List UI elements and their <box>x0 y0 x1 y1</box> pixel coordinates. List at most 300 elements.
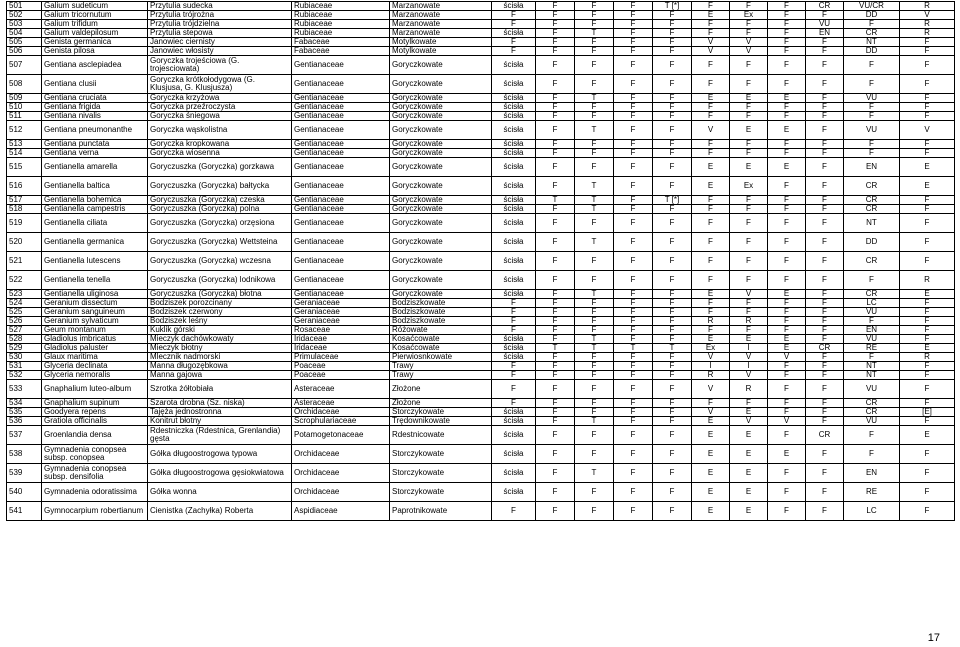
status-cell: F <box>536 149 575 158</box>
status-cell: F <box>730 196 768 205</box>
latin-name-cell: Gymnocarpium robertianum <box>42 502 148 521</box>
family-polish-cell: Goryczkowate <box>390 75 492 94</box>
row-number-cell: 521 <box>7 252 42 271</box>
status-cell: V <box>692 38 730 47</box>
family-latin-cell: Gentianaceae <box>292 140 390 149</box>
status-cell: CR <box>844 399 900 408</box>
table-row <box>7 233 955 252</box>
status-cell: F <box>492 317 536 326</box>
family-polish-cell: Goryczkowate <box>390 140 492 149</box>
status-cell: F <box>844 75 900 94</box>
status-cell: F <box>575 2 614 11</box>
status-cell: F <box>653 299 692 308</box>
status-cell: F <box>692 214 730 233</box>
family-polish-cell: Marzanowate <box>390 20 492 29</box>
status-cell: F <box>575 326 614 335</box>
status-cell: F <box>653 426 692 445</box>
status-cell: ścisła <box>492 103 536 112</box>
family-latin-cell: Orchidaceae <box>292 464 390 483</box>
table-row <box>7 326 955 335</box>
table-row <box>7 417 955 426</box>
latin-name-cell: Gentianella campestris <box>42 205 148 214</box>
status-cell: R <box>900 353 955 362</box>
status-cell: ścisła <box>492 177 536 196</box>
status-cell: EN <box>844 326 900 335</box>
table-row <box>7 408 955 417</box>
row-number-cell: 540 <box>7 483 42 502</box>
status-cell: E <box>730 94 768 103</box>
latin-name-cell: Galium tricornutum <box>42 11 148 20</box>
status-cell: F <box>614 483 653 502</box>
status-cell: F <box>768 149 806 158</box>
status-cell: F <box>900 75 955 94</box>
family-latin-cell: Fabaceae <box>292 47 390 56</box>
latin-name-cell: Gentianella uliginosa <box>42 290 148 299</box>
status-cell: ścisła <box>492 205 536 214</box>
latin-name-cell: Gentiana punctata <box>42 140 148 149</box>
status-cell: T <box>575 177 614 196</box>
status-cell: T [*] <box>653 196 692 205</box>
table-row <box>7 502 955 521</box>
status-cell: F <box>900 326 955 335</box>
status-cell: CR <box>806 344 844 353</box>
status-cell: F <box>900 362 955 371</box>
status-cell: F <box>806 502 844 521</box>
family-latin-cell: Gentianaceae <box>292 94 390 103</box>
status-cell: F <box>806 326 844 335</box>
family-polish-cell: Złożone <box>390 380 492 399</box>
status-cell: F <box>692 103 730 112</box>
status-cell: F <box>536 426 575 445</box>
status-cell: CR <box>844 252 900 271</box>
latin-name-cell: Gentiana asclepiadea <box>42 56 148 75</box>
status-cell: F <box>575 399 614 408</box>
status-cell: F <box>768 362 806 371</box>
status-cell: F <box>806 408 844 417</box>
polish-name-cell: Cienistka (Zachyłka) Roberta <box>148 502 292 521</box>
status-cell: F <box>768 233 806 252</box>
status-cell: F <box>730 205 768 214</box>
polish-name-cell: Gółka wonna <box>148 483 292 502</box>
status-cell: R <box>730 380 768 399</box>
status-cell: F <box>614 299 653 308</box>
status-cell: F <box>768 56 806 75</box>
family-polish-cell: Rdestnicowate <box>390 426 492 445</box>
status-cell: F <box>653 502 692 521</box>
family-latin-cell: Poaceae <box>292 362 390 371</box>
row-number-cell: 513 <box>7 140 42 149</box>
status-cell: DD <box>844 47 900 56</box>
latin-name-cell: Gentiana verna <box>42 149 148 158</box>
status-cell: F <box>614 56 653 75</box>
status-cell: F <box>575 158 614 177</box>
status-cell: F <box>492 326 536 335</box>
status-cell: F <box>614 158 653 177</box>
status-cell: F <box>614 149 653 158</box>
status-cell: F <box>900 252 955 271</box>
status-cell: RE <box>844 483 900 502</box>
status-cell: F <box>900 380 955 399</box>
family-polish-cell: Bodziszkowate <box>390 317 492 326</box>
status-cell: ścisła <box>492 29 536 38</box>
status-cell: F <box>536 233 575 252</box>
status-cell: F <box>806 271 844 290</box>
status-cell: E <box>730 121 768 140</box>
status-cell: T <box>575 335 614 344</box>
table-row <box>7 38 955 47</box>
family-polish-cell: Marzanowate <box>390 11 492 20</box>
status-cell: F <box>653 464 692 483</box>
row-number-cell: 525 <box>7 308 42 317</box>
row-number-cell: 503 <box>7 20 42 29</box>
family-latin-cell: Rubiaceae <box>292 11 390 20</box>
status-cell: F <box>730 214 768 233</box>
latin-name-cell: Gratiola officinalis <box>42 417 148 426</box>
status-cell: ścisła <box>492 214 536 233</box>
status-cell: F <box>730 29 768 38</box>
row-number-cell: 538 <box>7 445 42 464</box>
family-latin-cell: Iridaceae <box>292 344 390 353</box>
status-cell: F <box>536 371 575 380</box>
status-cell: F <box>614 2 653 11</box>
status-cell: F <box>536 252 575 271</box>
row-number-cell: 539 <box>7 464 42 483</box>
status-cell: F <box>536 353 575 362</box>
polish-name-cell: Goryczuszka (Goryczka) orzęsiona <box>148 214 292 233</box>
status-cell: F <box>614 290 653 299</box>
row-number-cell: 518 <box>7 205 42 214</box>
status-cell: F <box>806 94 844 103</box>
latin-name-cell: Geranium sylvaticum <box>42 317 148 326</box>
status-cell: F <box>653 94 692 103</box>
status-cell: F <box>768 317 806 326</box>
status-cell: V <box>900 121 955 140</box>
status-cell: F <box>536 11 575 20</box>
status-cell: F <box>900 233 955 252</box>
polish-name-cell: Kuklik górski <box>148 326 292 335</box>
family-latin-cell: Gentianaceae <box>292 103 390 112</box>
status-cell: E <box>730 445 768 464</box>
status-cell: F <box>692 112 730 121</box>
status-cell: F <box>768 252 806 271</box>
status-cell: F <box>768 426 806 445</box>
status-cell: F <box>900 371 955 380</box>
status-cell: F <box>653 335 692 344</box>
status-cell: E <box>730 464 768 483</box>
family-polish-cell: Marzanowate <box>390 2 492 11</box>
status-cell: F <box>900 299 955 308</box>
status-cell: F <box>536 56 575 75</box>
status-cell: F <box>768 11 806 20</box>
family-polish-cell: Kosaćcowate <box>390 344 492 353</box>
status-cell: V <box>900 11 955 20</box>
table-row <box>7 464 955 483</box>
status-cell: F <box>614 464 653 483</box>
status-cell: F <box>900 56 955 75</box>
table-row <box>7 299 955 308</box>
status-cell: F <box>653 483 692 502</box>
status-cell: F <box>692 271 730 290</box>
status-cell: F <box>692 399 730 408</box>
status-cell: F <box>614 308 653 317</box>
status-cell: F <box>806 140 844 149</box>
status-cell: E <box>768 335 806 344</box>
family-polish-cell: Goryczkowate <box>390 233 492 252</box>
status-cell: F <box>806 149 844 158</box>
status-cell: V <box>730 38 768 47</box>
latin-name-cell: Gentianella ciliata <box>42 214 148 233</box>
status-cell: ścisła <box>492 158 536 177</box>
status-cell: F <box>768 380 806 399</box>
status-cell: E <box>692 502 730 521</box>
latin-name-cell: Gentianella baltica <box>42 177 148 196</box>
status-cell: F <box>653 11 692 20</box>
family-latin-cell: Iridaceae <box>292 335 390 344</box>
family-polish-cell: Kosaćcowate <box>390 335 492 344</box>
status-cell: F <box>844 56 900 75</box>
status-cell: E <box>768 445 806 464</box>
status-cell: F <box>692 29 730 38</box>
latin-name-cell: Gymnadenia conopsea subsp. conopsea <box>42 445 148 464</box>
polish-name-cell: Goryczka śniegowa <box>148 112 292 121</box>
row-number-cell: 523 <box>7 290 42 299</box>
family-latin-cell: Gentianaceae <box>292 205 390 214</box>
status-cell: F <box>614 353 653 362</box>
polish-name-cell: Bodziszek leśny <box>148 317 292 326</box>
latin-name-cell: Gentianella germanica <box>42 233 148 252</box>
table-row <box>7 353 955 362</box>
status-cell: F <box>692 75 730 94</box>
status-cell: F <box>536 112 575 121</box>
latin-name-cell: Geranium sanguineum <box>42 308 148 317</box>
table-row <box>7 112 955 121</box>
status-cell: F <box>575 252 614 271</box>
status-cell: F <box>536 94 575 103</box>
status-cell: F <box>536 271 575 290</box>
status-cell: F <box>536 158 575 177</box>
status-cell: F <box>730 299 768 308</box>
status-cell: F <box>730 271 768 290</box>
family-polish-cell: Złożone <box>390 399 492 408</box>
family-polish-cell: Motylkowate <box>390 47 492 56</box>
status-cell: F <box>900 196 955 205</box>
status-cell: F <box>536 408 575 417</box>
row-number-cell: 515 <box>7 158 42 177</box>
status-cell: T <box>575 233 614 252</box>
status-cell: E <box>692 11 730 20</box>
status-cell: F <box>900 103 955 112</box>
status-cell: CR <box>806 2 844 11</box>
latin-name-cell: Gladiolus imbricatus <box>42 335 148 344</box>
status-cell: F <box>768 2 806 11</box>
latin-name-cell: Geranium dissectum <box>42 299 148 308</box>
status-cell: F <box>614 417 653 426</box>
status-cell: VU <box>844 380 900 399</box>
status-cell: F <box>536 464 575 483</box>
status-cell: F <box>536 205 575 214</box>
family-polish-cell: Goryczkowate <box>390 196 492 205</box>
status-cell: F <box>844 112 900 121</box>
status-cell: F <box>536 326 575 335</box>
row-number-cell: 520 <box>7 233 42 252</box>
status-cell: ścisła <box>492 271 536 290</box>
table-row <box>7 75 955 94</box>
status-cell: F <box>536 177 575 196</box>
status-cell: F <box>614 399 653 408</box>
status-cell: F <box>614 371 653 380</box>
status-cell: F <box>492 380 536 399</box>
status-cell: F <box>806 362 844 371</box>
status-cell: F <box>614 380 653 399</box>
table-row <box>7 121 955 140</box>
table-row <box>7 335 955 344</box>
family-polish-cell: Storczykowate <box>390 464 492 483</box>
table-row <box>7 11 955 20</box>
status-cell: F <box>806 205 844 214</box>
status-cell: [E] <box>900 408 955 417</box>
status-cell: F <box>492 299 536 308</box>
status-cell: CR <box>844 205 900 214</box>
status-cell: NT <box>844 371 900 380</box>
status-cell: F <box>492 371 536 380</box>
status-cell: F <box>653 214 692 233</box>
status-cell: DD <box>844 11 900 20</box>
status-cell: F <box>575 317 614 326</box>
status-cell: F <box>575 47 614 56</box>
status-cell: T <box>536 344 575 353</box>
polish-name-cell: Goryczuszka (Goryczka) błotna <box>148 290 292 299</box>
family-latin-cell: Gentianaceae <box>292 252 390 271</box>
status-cell: F <box>653 353 692 362</box>
status-cell: F <box>653 290 692 299</box>
polish-name-cell: Szrotka żółtobiała <box>148 380 292 399</box>
status-cell: R <box>692 317 730 326</box>
row-number-cell: 530 <box>7 353 42 362</box>
family-polish-cell: Goryczkowate <box>390 205 492 214</box>
status-cell: ścisła <box>492 290 536 299</box>
status-cell: T <box>575 196 614 205</box>
status-cell: F <box>844 445 900 464</box>
status-cell: ścisła <box>492 56 536 75</box>
status-cell: F <box>768 47 806 56</box>
family-polish-cell: Pierwiosnkowate <box>390 353 492 362</box>
status-cell: F <box>536 2 575 11</box>
table-row <box>7 371 955 380</box>
table-row <box>7 308 955 317</box>
status-cell: V <box>768 417 806 426</box>
status-cell: RE <box>844 344 900 353</box>
status-cell: VU/CR <box>844 2 900 11</box>
status-cell: F <box>768 196 806 205</box>
status-cell: F <box>806 11 844 20</box>
polish-name-cell: Goryczka trojeściowa (G. trojesciowata) <box>148 56 292 75</box>
status-cell: CR <box>844 408 900 417</box>
status-cell: F <box>806 445 844 464</box>
status-cell: DD <box>844 233 900 252</box>
latin-name-cell: Gentianella amarella <box>42 158 148 177</box>
status-cell: EN <box>844 158 900 177</box>
status-cell: F <box>614 408 653 417</box>
status-cell: F <box>653 177 692 196</box>
status-cell: F <box>614 205 653 214</box>
status-cell: F <box>653 205 692 214</box>
status-cell: F <box>692 196 730 205</box>
status-cell: F <box>653 399 692 408</box>
family-latin-cell: Rubiaceae <box>292 20 390 29</box>
status-cell: F <box>806 353 844 362</box>
family-latin-cell: Gentianaceae <box>292 214 390 233</box>
row-number-cell: 511 <box>7 112 42 121</box>
latin-name-cell: Goodyera repens <box>42 408 148 417</box>
latin-name-cell: Gentiana cruciata <box>42 94 148 103</box>
table-row <box>7 47 955 56</box>
table-row <box>7 271 955 290</box>
family-polish-cell: Goryczkowate <box>390 112 492 121</box>
polish-name-cell: Goryczka przeźroczysta <box>148 103 292 112</box>
family-polish-cell: Storczykowate <box>390 483 492 502</box>
status-cell: F <box>900 47 955 56</box>
family-latin-cell: Gentianaceae <box>292 233 390 252</box>
row-number-cell: 505 <box>7 38 42 47</box>
table-row <box>7 177 955 196</box>
status-cell: F <box>536 362 575 371</box>
status-cell: F <box>653 20 692 29</box>
status-cell: T <box>575 205 614 214</box>
status-cell: F <box>653 121 692 140</box>
status-cell: E <box>692 335 730 344</box>
status-cell: F <box>614 326 653 335</box>
family-latin-cell: Potamogetonaceae <box>292 426 390 445</box>
family-polish-cell: Goryczkowate <box>390 158 492 177</box>
status-cell: F <box>536 140 575 149</box>
status-cell: F <box>614 502 653 521</box>
status-cell: T <box>575 464 614 483</box>
status-cell: F <box>492 502 536 521</box>
status-cell: F <box>536 20 575 29</box>
family-polish-cell: Trawy <box>390 371 492 380</box>
status-cell: F <box>768 29 806 38</box>
status-cell: F <box>730 399 768 408</box>
status-cell: F <box>768 177 806 196</box>
status-cell: F <box>575 502 614 521</box>
polish-name-cell: Bodziszek czerwony <box>148 308 292 317</box>
status-cell: ścisła <box>492 94 536 103</box>
status-cell: F <box>692 233 730 252</box>
status-cell: F <box>575 149 614 158</box>
polish-name-cell: Przytulia sudecka <box>148 2 292 11</box>
family-latin-cell: Aspidiaceae <box>292 502 390 521</box>
latin-name-cell: Gentiana nivalis <box>42 112 148 121</box>
status-cell: ścisła <box>492 353 536 362</box>
status-cell: F <box>536 47 575 56</box>
status-cell: F <box>900 417 955 426</box>
status-cell: F <box>692 308 730 317</box>
status-cell: T <box>536 196 575 205</box>
status-cell: F <box>806 56 844 75</box>
status-cell: F <box>653 362 692 371</box>
status-cell: F <box>900 317 955 326</box>
status-cell: F <box>536 335 575 344</box>
status-cell: F <box>806 464 844 483</box>
latin-name-cell: Gymnadenia odoratissima <box>42 483 148 502</box>
status-cell: ścisła <box>492 335 536 344</box>
polish-name-cell: Goryczuszka (Goryczka) czeska <box>148 196 292 205</box>
status-cell: I <box>730 362 768 371</box>
polish-name-cell: Manna długozębkowa <box>148 362 292 371</box>
polish-name-cell: Manna gajowa <box>148 371 292 380</box>
status-cell: F <box>536 75 575 94</box>
status-cell: F <box>536 380 575 399</box>
